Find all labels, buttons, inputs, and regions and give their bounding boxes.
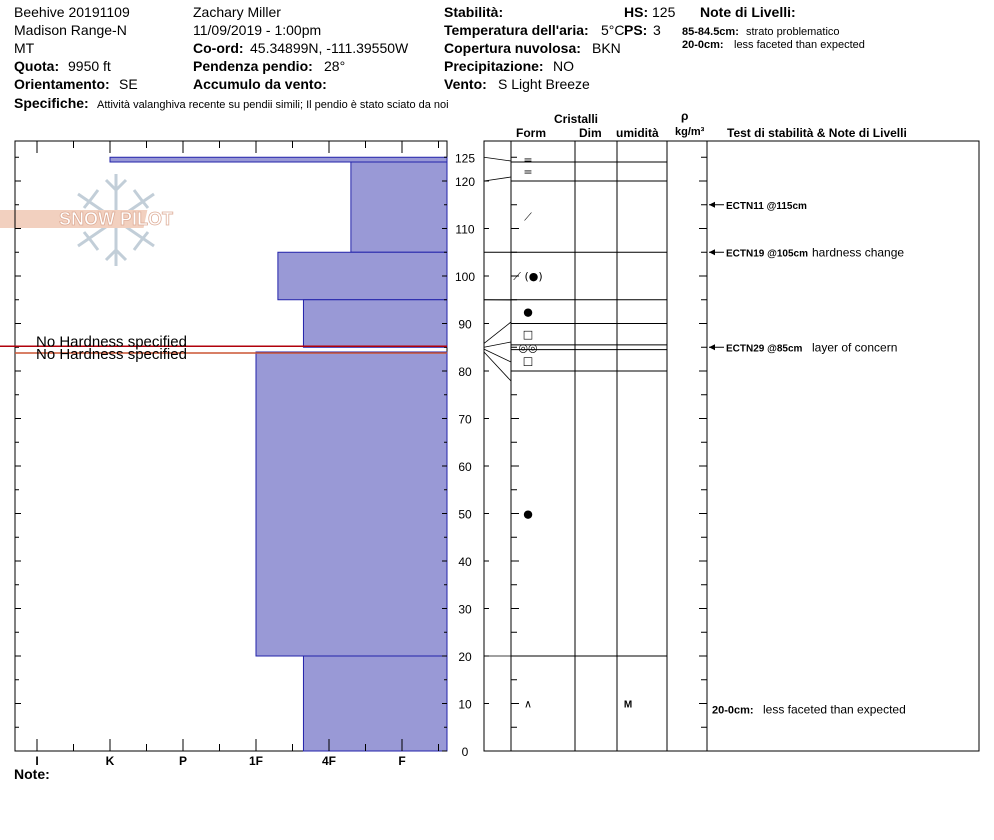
wind-loading-label: Accumulo da vento: [193,76,327,92]
grain-form-symbol: = [523,153,533,167]
slope-value: 28° [324,58,346,74]
depth-label: 90 [458,317,472,332]
depth-connector [484,352,511,381]
wetness-value: M [623,699,633,711]
site-name: Beehive 20191109 [14,4,130,20]
specifics-label: Specifiche: [14,95,89,111]
aspect-label: Orientamento: [14,76,110,92]
grain-form-symbol: □ [522,328,534,342]
hardness-bar [110,157,447,162]
air-temp-value: 5°C [601,22,625,38]
left-side-ticks [15,157,21,751]
depth-label: 80 [458,365,472,379]
depth-label: 0 [461,745,469,759]
grain-form-symbol: ● [523,507,533,521]
layer-note-text: less faceted than expected [734,39,865,51]
elevation-value: 9950 ft [68,58,111,74]
depth-label: 60 [458,460,472,474]
grain-form-symbol: ● [523,305,533,319]
bottom-note-text: less faceted than expected [763,702,906,717]
air-temp-label: Temperatura dell'aria: [444,22,589,38]
depth-connector [484,177,511,181]
slope-label: Pendenza pendio: [193,58,313,74]
no-hardness-label: No Hardness specified [36,346,187,363]
test-note: layer of concern [812,340,898,355]
observer-name: Zachary Miller [193,4,281,20]
notes-label: Note: [14,766,50,782]
test-label: ECTN29 @85cm [726,343,803,355]
state-name: MT [14,40,35,56]
hardness-x-label: 4F [321,754,337,768]
precip-label: Precipitazione: [444,58,544,74]
ps-label: PS: [624,22,648,38]
cloud-label: Copertura nuvolosa: [444,40,581,56]
ps-value: 3 [653,22,661,38]
observation-datetime: 11/09/2019 - 1:00pm [193,22,322,38]
specifics-text: Attività valanghiva recente su pendii simili; Il pendio è stato sciato da noi [97,99,449,111]
range-name: Madison Range-N [14,22,127,38]
depth-label: 50 [458,507,472,522]
depth-label: 40 [458,555,472,569]
stability-label: Stabilità: [444,4,504,20]
depth-connector [484,157,511,161]
hardness-x-label: F [398,754,406,768]
wind-label: Vento: [444,76,487,92]
hardness-bar [256,352,447,656]
bottom-note-range: 20-0cm: [712,704,754,717]
test-arrow-head [709,249,715,255]
snowpilot-logo [0,174,173,266]
depth-label: 110 [455,222,475,237]
depth-label: 70 [458,412,472,427]
rho-header: ρ [681,109,689,123]
depth-label: 30 [458,602,472,617]
hardness-x-label: K [105,754,115,768]
depth-label: 20 [458,650,472,664]
density-unit-header: kg/m³ [675,126,705,138]
hardness-x-label: 1F [248,754,264,768]
grain-form-symbol: □ [522,354,534,368]
depth-connector [484,322,511,343]
layer-note-range: 85-84.5cm: [682,26,739,38]
logo-text: SNOW PILOT [59,209,173,229]
depth-label: 100 [454,270,476,284]
hardness-bar [351,162,447,252]
depth-label: 125 [454,151,476,166]
coord-label: Co-ord: [193,40,244,56]
cristalli-header: Cristalli [554,112,599,126]
hardness-x-label: P [178,754,188,768]
hardness-top-ticks [37,141,439,153]
grain-form-symbol: = [523,165,533,179]
hardness-x-label: I [35,754,39,768]
depth-connector [484,349,511,362]
aspect-value: SE [119,76,138,92]
coord-value: 45.34899N, -111.39550W [250,40,409,56]
hardness-bar [303,300,447,348]
no-hardness-label: No Hardness specified [36,333,187,351]
test-note: hardness change [812,245,905,260]
stability-tests [709,201,906,717]
grain-form-symbol: ∧ [523,697,533,711]
hardness-bar [278,252,447,300]
grain-form-symbol: ◎◎ [518,341,538,355]
layer-note-range: 20-0cm: [682,39,724,51]
hardness-bars [110,157,447,751]
umidita-header: umidità [616,126,659,140]
depth-label: 120 [454,175,476,189]
test-label: ECTN19 @105cm [726,248,809,260]
hardness-bar [303,656,447,751]
test-arrow-head [709,344,715,350]
form-header: Form [516,126,546,140]
elevation-label: Quota: [14,58,60,74]
precip-value: NO [553,58,574,74]
depth-connector [484,342,511,347]
grain-form-symbol: ⟋ [524,210,532,224]
hs-label: HS: [624,4,649,20]
test-label: ECTN11 @115cm [726,200,807,212]
hs-value: 125 [652,4,676,20]
stability-notes-header: Test di stabilità & Note di Livelli [727,126,907,140]
dim-header: Dim [579,126,602,140]
layer-note-text: strato problematico [746,26,840,38]
grain-form-symbol: ⟋ (●) [513,270,543,283]
layer-notes-label: Note di Livelli: [700,4,796,20]
cloud-value: BKN [592,40,621,56]
hardness-x-labels [35,754,405,768]
depth-label: 10 [458,697,472,712]
wind-value: S Light Breeze [498,76,590,92]
test-arrow-head [709,202,715,208]
